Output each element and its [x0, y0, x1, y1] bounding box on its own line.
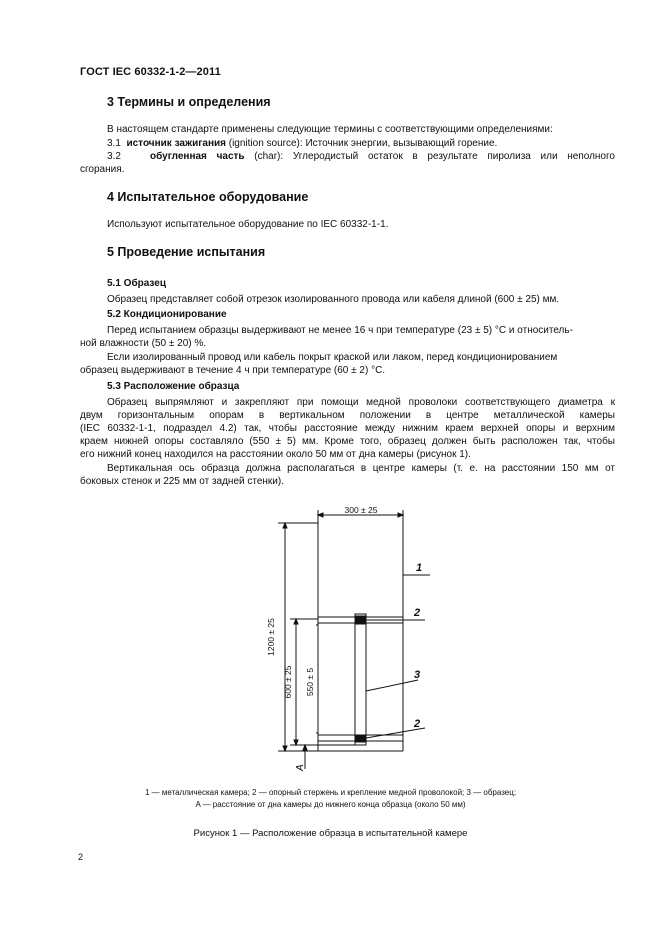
section-5-1-text: Образец представляет собой отрезок изолированного провода или кабеля длиной (600 ± 25) мм. [107, 294, 560, 305]
lower-clamp [356, 735, 365, 742]
label-1: 1 [416, 562, 423, 574]
term-3-2-continuation: сгорания. [80, 164, 125, 175]
section-5-3-p1-line5: его нижний конец находился на расстоянии около 50 мм от дна камеры (рисунок 1). [80, 449, 471, 460]
section-4-title: 4 Испытательное оборудование [107, 190, 309, 204]
term-3-1-term: источник зажигания [126, 138, 226, 149]
section-5-3-title: 5.3 Расположение образца [107, 381, 240, 392]
dim-550-label: 550 ± 5 [305, 667, 315, 697]
section-5-2-p2-line1: Если изолированный провод или кабель покрыт краской или лаком, перед кондиционированием [107, 352, 558, 363]
label-2-lower: 2 [414, 718, 421, 730]
section-5-3-p1-line2: двум горизонтальным опорам в вертикальном положении в центре металлической камеры [80, 410, 615, 421]
section-5-3-p2-line1: Вертикальная ось образца должна располагаться в центре камеры (т. е. на расстоянии 150 мм от [107, 463, 615, 474]
section-5-2-p1-line1: Перед испытанием образцы выдерживают не менее 16 ч при температуре (23 ± 5) °С и относитель- [107, 325, 573, 336]
section-5-3-p1-line3: (IEC 60332-1-1, подраздел 4.2) так, чтобы расстояние между нижним краем верхней опоры и верхним [80, 423, 615, 434]
section-3-title: 3 Термины и определения [107, 95, 271, 109]
term-3-2-definition: (char): Углеродистый остаток в результате пиролиза или неполного [244, 151, 615, 162]
page-number: 2 [78, 852, 84, 862]
figure-1-legend-line2: A — расстояние от дна камеры до нижнего конца образца (около 50 мм) [195, 800, 466, 809]
section-5-2-title: 5.2 Кондиционирование [107, 309, 227, 320]
term-3-2-term: обугленная часть [150, 151, 245, 162]
section-5-3-p2-line2: боковых стенок и 225 мм от задней стенки). [80, 476, 284, 487]
figure-1-diagram [0, 495, 661, 775]
section-3-intro: В настоящем стандарте применены следующие термины с соответствующими определениями: [107, 124, 553, 135]
dim-width-label: 300 ± 25 [344, 505, 378, 515]
figure-1-title: Рисунок 1 — Расположение образца в испытательной камере [193, 828, 468, 839]
document-header: ГОСТ IEC 60332-1-2—2011 [80, 66, 221, 78]
dim-600-label: 600 ± 25 [283, 665, 293, 699]
section-5-2-p2-line2: образец выдерживают в течение 4 ч при температуре (60 ± 2) °С. [80, 365, 386, 376]
section-5-1-title: 5.1 Образец [107, 278, 166, 289]
label-a: A [295, 764, 306, 771]
term-3-2 [107, 151, 615, 162]
upper-clamp [356, 616, 365, 624]
section-5-title: 5 Проведение испытания [107, 245, 266, 259]
section-5-3-p1-line4: краем нижней опоры составляло (550 ± 5) мм. Кроме того, образец должен быть расположен так, чтобы [80, 436, 615, 447]
specimen [355, 614, 366, 745]
term-3-2-number: 3.2 [107, 151, 121, 162]
term-3-1-number: 3.1 [107, 138, 121, 149]
label-3: 3 [414, 669, 421, 681]
dim-height-label: 1200 ± 25 [266, 618, 276, 656]
figure-1-legend-line1: 1 — металлическая камера; 2 — опорный стержень и крепление медной проволокой; 3 — образец; [144, 788, 517, 797]
label-2-upper: 2 [414, 607, 421, 619]
term-3-1-definition: (ignition source): Источник энергии, вызывающий горение. [225, 138, 498, 149]
section-4-text: Используют испытательное оборудование по IEC 60332-1-1. [107, 219, 389, 230]
section-5-2-p1-line2: ной влажности (50 ± 20) %. [80, 338, 207, 349]
section-5-3-p1-line1: Образец выпрямляют и закрепляют при помощи медной проволоки соответствующего диаметра к [107, 397, 615, 408]
term-3-1 [107, 138, 497, 149]
